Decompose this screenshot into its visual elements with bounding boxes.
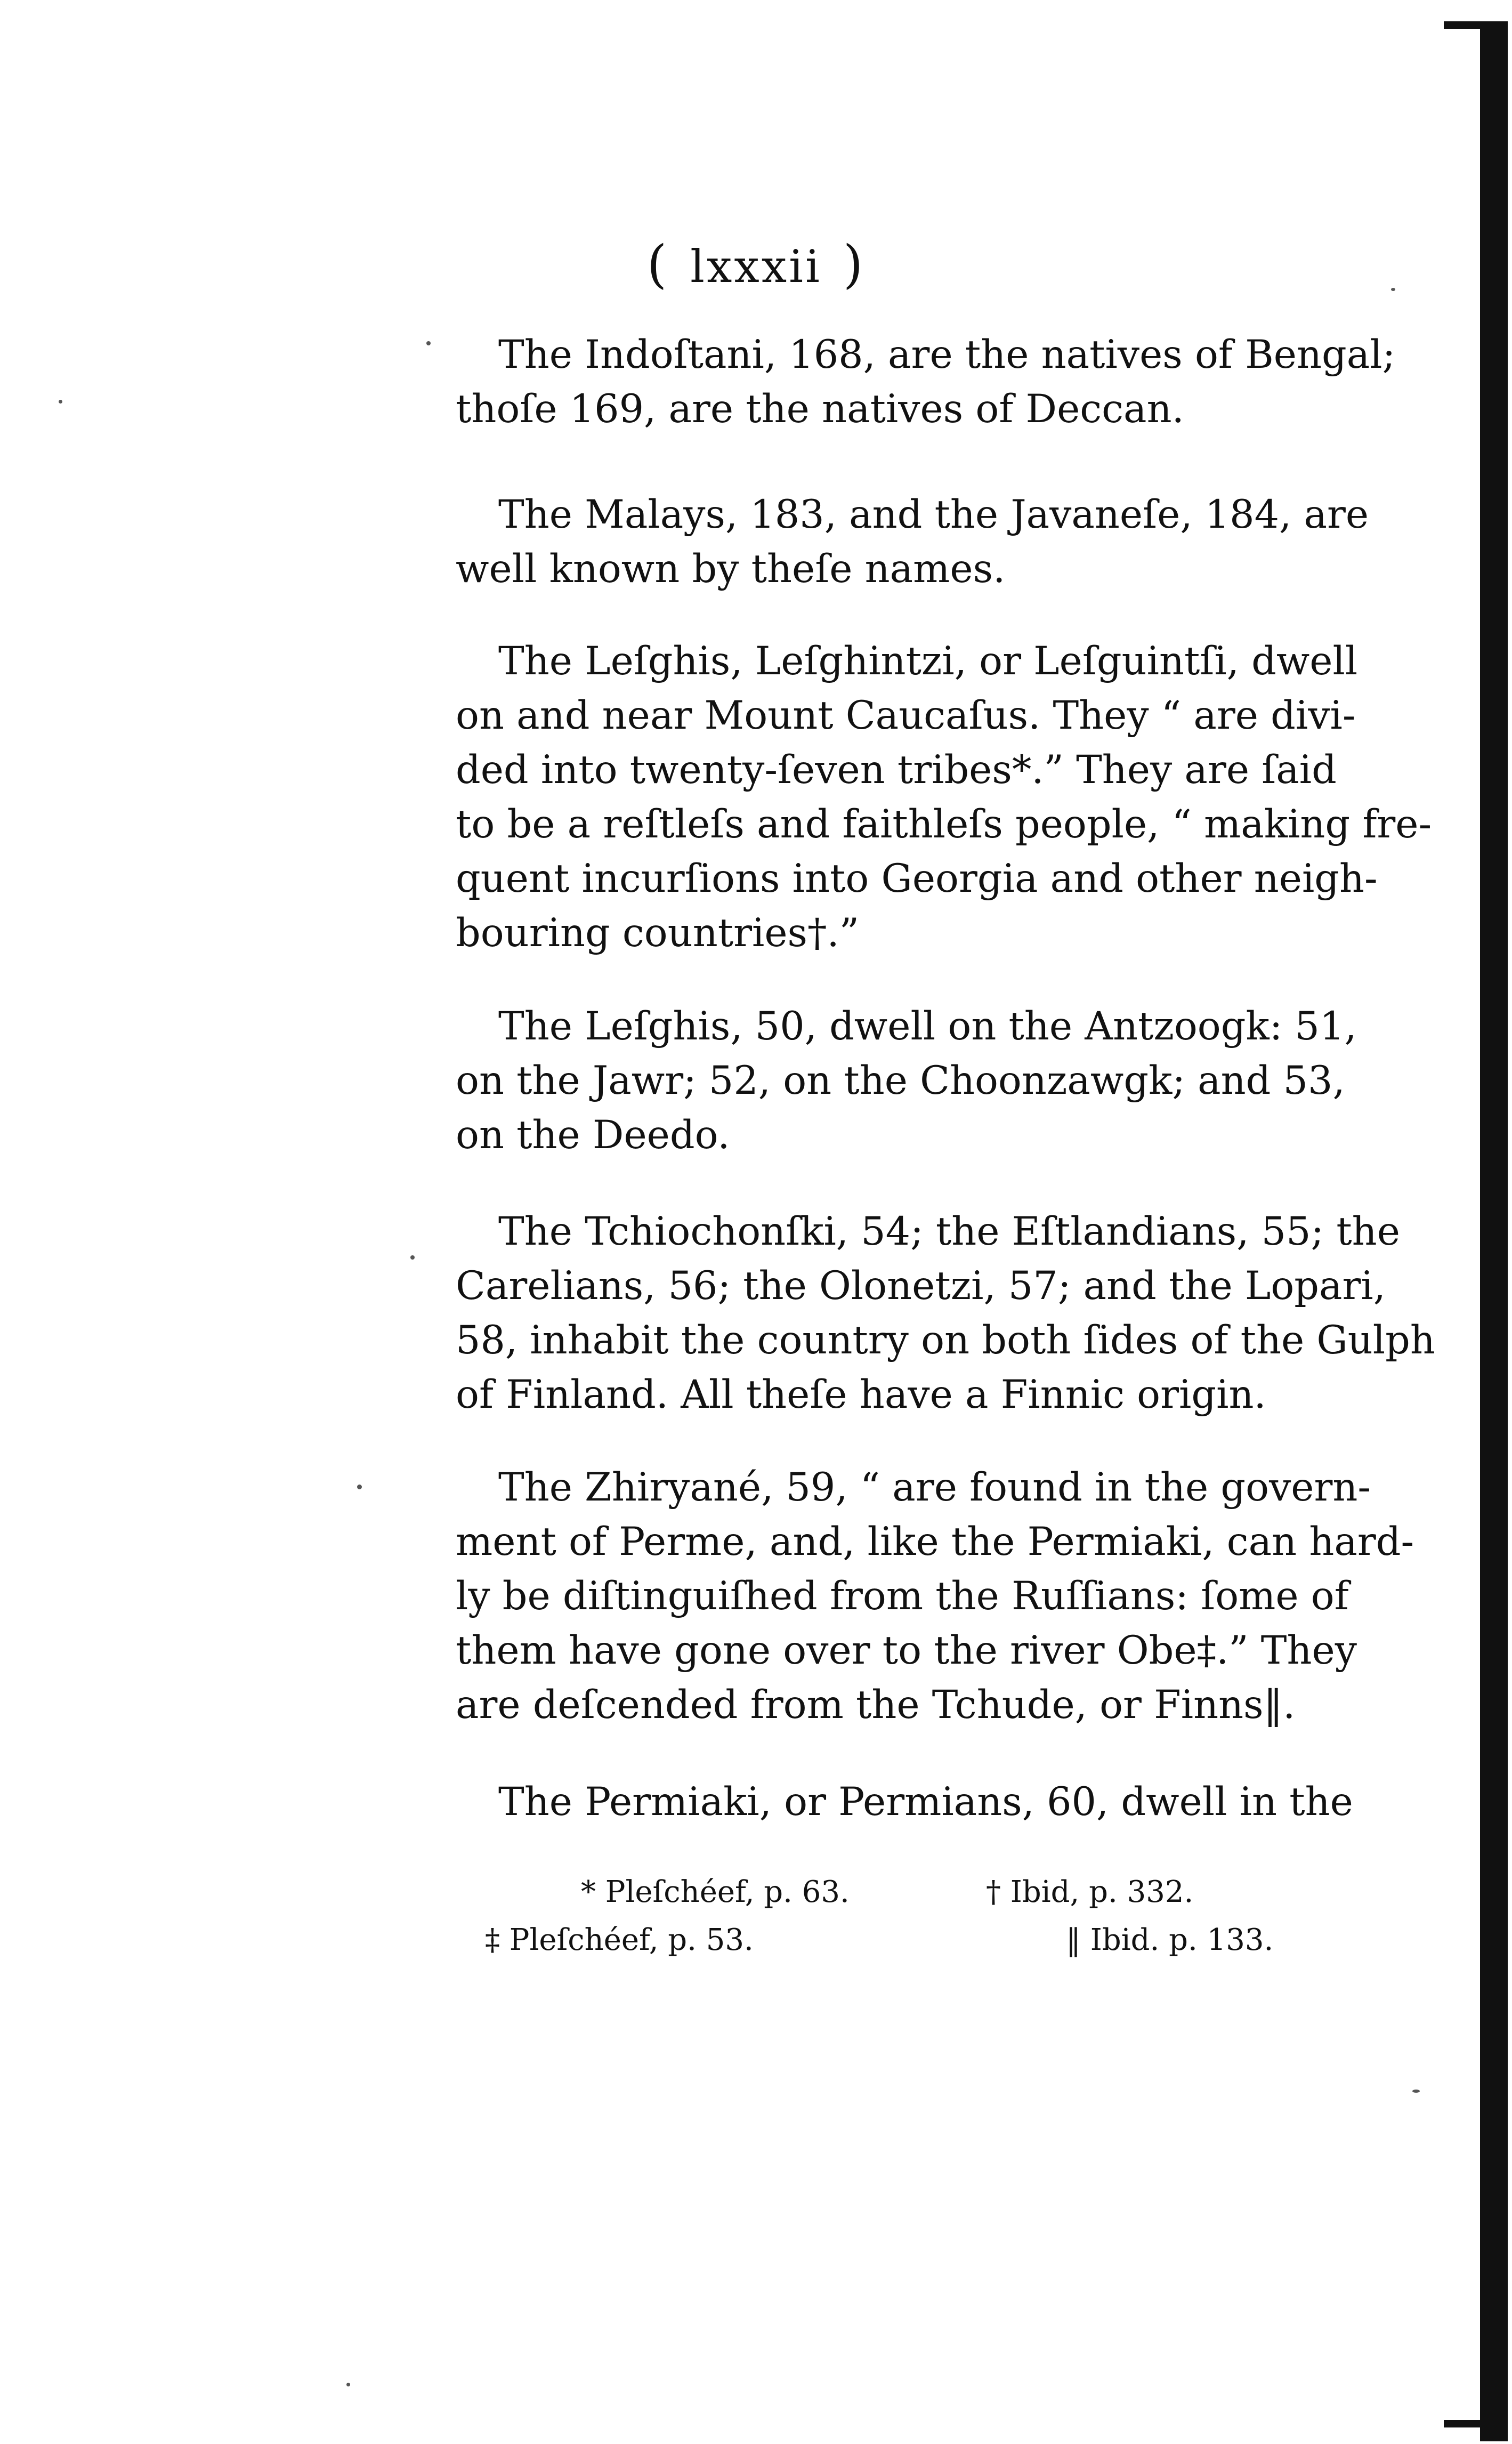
footnote-ibid-332: † Ibid, p. 332.	[986, 1875, 1194, 1909]
scan-speck	[426, 341, 431, 345]
text-line: on the Jawr; 52, on the Choonzawgk; and 53,	[456, 1058, 1345, 1103]
text-line: thoſe 169, are the natives of Deccan.	[456, 386, 1184, 432]
text-line: quent incurſions into Georgia and other neigh-	[456, 856, 1378, 901]
text-line: well known by theſe names.	[456, 546, 1006, 592]
text-line: The Indoſtani, 168, are the natives of Bengal;	[498, 332, 1396, 377]
text-line: to be a reſtleſs and faithleſs people, “ making fre-	[456, 802, 1432, 847]
text-line: are deſcended from the Tchude, or Finns‖.	[456, 1682, 1296, 1728]
page-edge-shadow	[1480, 21, 1508, 2441]
page-number-close-paren: )	[843, 235, 866, 294]
text-line: The Leſghis, 50, dwell on the Antzoogk: 51,	[498, 1004, 1357, 1049]
paragraph-tchiochonski	[456, 1205, 1435, 1422]
paragraph-zhiryane	[456, 1461, 1414, 1732]
paragraph-indostani	[456, 328, 1396, 437]
text-line: The Tchiochonſki, 54; the Eſtlandians, 55; the	[498, 1209, 1400, 1254]
text-line: The Malays, 183, and the Javaneſe, 184, are	[498, 492, 1369, 537]
paragraph-lesghis-rivers	[456, 999, 1357, 1163]
footnote-ibid-133: ‖ Ibid. p. 133.	[1066, 1923, 1274, 1957]
scan-speck	[59, 400, 62, 404]
footnote-pleschéef-63: * Pleſchéef, p. 63.	[581, 1875, 850, 1909]
text-line: 58, inhabit the country on both ſides of the Gulph	[456, 1318, 1435, 1363]
scan-speck	[410, 1255, 415, 1260]
text-line: Carelians, 56; the Olonetzi, 57; and the Lopari,	[456, 1263, 1386, 1309]
text-line: on the Deedo.	[456, 1112, 730, 1158]
paragraph-lesghis-caucasus	[456, 634, 1432, 961]
text-line: The Zhiryané, 59, “ are found in the govern-	[498, 1465, 1371, 1510]
scan-speck	[346, 2383, 350, 2386]
text-line: on and near Mount Caucaſus. They “ are divi-	[456, 693, 1356, 738]
text-line: them have gone over to the river Obe‡.” They	[456, 1628, 1357, 1673]
page-edge-bottom-cap	[1444, 2420, 1508, 2427]
scan-speck	[1391, 288, 1395, 291]
page-edge-top-cap	[1444, 21, 1508, 29]
text-line: The Permiaki, or Permians, 60, dwell in the	[498, 1779, 1353, 1825]
footnote-pleschéef-53: ‡ Pleſchéef, p. 53.	[485, 1923, 754, 1957]
paragraph-permiaki	[456, 1775, 1351, 1829]
text-line: of Finland. All theſe have a Finnic origin.	[456, 1372, 1266, 1417]
text-line: ment of Perme, and, like the Permiaki, can hard-	[456, 1519, 1414, 1564]
text-line: The Leſghis, Leſghintzi, or Leſguintſi, dwell	[498, 639, 1358, 684]
scan-speck	[357, 1485, 362, 1489]
text-line: ded into twenty-ſeven tribes*.” They are ſaid	[456, 747, 1337, 793]
page-number-numeral: lxxxii	[690, 240, 822, 293]
text-line: bouring countries†.”	[456, 910, 860, 956]
paragraph-malays	[456, 488, 1369, 596]
text-line: ly be diſtinguiſhed from the Ruſſians: ſome of	[456, 1574, 1349, 1619]
scan-speck	[1412, 2090, 1420, 2093]
page-number-open-paren: (	[646, 235, 669, 294]
page-number	[0, 235, 1512, 294]
